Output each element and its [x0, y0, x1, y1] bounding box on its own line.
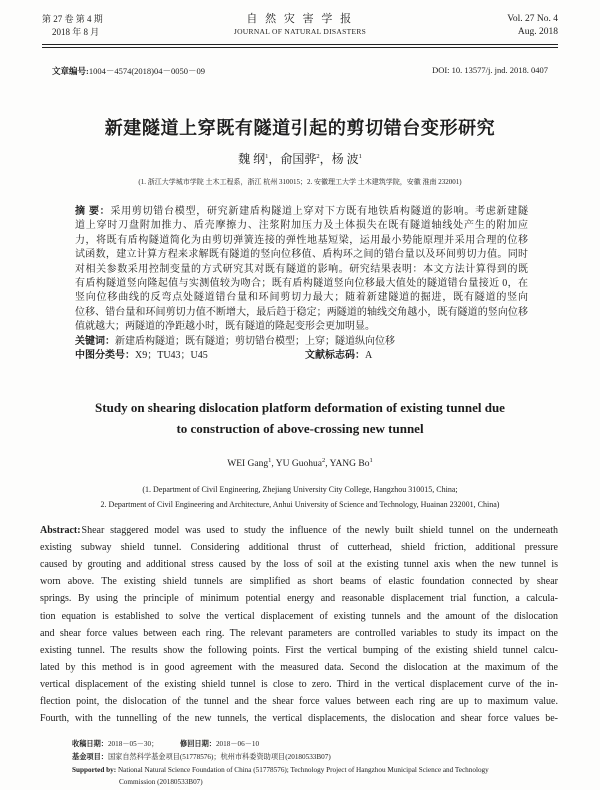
abstract-en-label: Abstract:: [40, 525, 81, 536]
abstract-en-line: flection point, the dislocation of the tunnel and the shear force values between each ring are up to maximum value.: [40, 696, 558, 707]
abstract-cn-line: 试函数，建立计算方程来求解既有隧道的竖向位移值、盾构环之间的错台量以及环间剪切力值。同时: [75, 249, 528, 261]
abstract-cn-label: 摘 要：: [75, 206, 111, 217]
author-separator: ,: [271, 459, 276, 469]
fund-project-text: 国家自然科学基金项目(51778576)；杭州市科委资助项目(20180533B07): [107, 753, 331, 761]
supported-by-continued: Commission (20180533B07): [119, 778, 203, 786]
abstract-cn-line: 有盾构隧道竖向隆起值与实测值较为吻合；既有盾构隧道竖向位移最大值处的隧道错台量接近 0，在: [75, 278, 528, 289]
author-affiliation-mark: 1: [358, 153, 362, 160]
keywords-cn-text: 新建盾构隧道；既有隧道；剪切错台模型；上穿；隧道纵向位移: [115, 335, 395, 347]
header-left: [42, 13, 103, 39]
abstract-cn-line: 竖向位移曲线的反弯点处隧道错台量和环间剪切力最大；随着新建隧道的掘进，既有隧道的竖向: [75, 292, 528, 304]
affiliation-cn: (1. 浙江大学城市学院 土木工程系，浙江 杭州 310015；2. 安徽理工大学 土木建筑学院，安徽 淮南 232001): [138, 178, 462, 186]
author-affiliation-mark: 1: [265, 153, 269, 160]
abstract-cn-line: [75, 205, 528, 219]
authors-cn: [0, 150, 600, 167]
fund-project: [72, 752, 331, 762]
header-right: [507, 13, 558, 39]
author-name: YANG Bo: [329, 459, 370, 469]
author-affiliation-mark: 1: [369, 456, 373, 464]
abstract-en-line: existing subway shield tunnel. Considering additional thrust of cutterhead, shield friction, additional pressure: [40, 542, 558, 554]
author-affiliation-mark: 2: [321, 456, 326, 464]
publication-date-en: Aug. 2018: [517, 27, 558, 37]
abstract-cn-text: 采用剪切错台模型，研究新建盾构隧道上穿对下方既有地铁盾构隧道的影响。考虑新建隧: [110, 206, 529, 217]
author-separator: ,: [325, 459, 330, 469]
abstract-en-line: existing tunnel. The results show the following points. First the vertical bumping of the existing shield tunnel calcu-: [40, 644, 558, 656]
received-date-label: 收稿日期：: [72, 740, 108, 748]
document-code: [305, 349, 372, 363]
abstract-cn-line: 对相关参数采用控制变量的方式研究其对既有隧道的影响。研究结果表明：本文方法计算得到的既: [75, 263, 528, 275]
abstract-en-line: springs. By using the principle of minimum potential energy and reasonable displacement trial function, a calcula-: [40, 593, 558, 605]
doi: DOI: 10. 13577/j. jnd. 2018. 0407: [432, 65, 548, 75]
fund-project-label: 基金项目：: [72, 753, 108, 761]
article-number-value: 1004－4574(2018)04－0050－09: [88, 66, 206, 76]
page-title-cn: 新建隧道上穿既有隧道引起的剪切错台变形研究: [104, 118, 496, 138]
document-code-value: A: [365, 350, 373, 361]
abstract-cn-line: 力，将既有盾构隧道简化为由剪切弹簧连接的弹性地基短梁，运用最小势能原理并采用合理的位移: [75, 234, 528, 246]
abstract-cn-line: 位移、错台量和环间剪切力值不断增大，最后趋于稳定；两隧道的轴线交角越小，既有隧道的竖向位移: [75, 306, 528, 318]
abstract-en-line: vertical displacement of the existing shield tunnel is close to zero. Third in the vertical displacement curve of the in-: [40, 678, 558, 690]
revised-date-label: 修回日期：: [180, 740, 216, 748]
journal-name-cn: 自 然 灾 害 学 报: [246, 13, 354, 25]
affiliation-en-line: 2. Department of Civil Engineering and Architecture, Anhui University of Science and Technology, Huainan 232001, China): [100, 500, 500, 509]
volume-issue-cn: 第 27 卷 第 4 期: [42, 14, 103, 24]
abstract-cn-line: 值就越大；两隧道的净距越小时，既有隧道的隆起变形会更加明显。: [75, 321, 375, 333]
journal-name-en: JOURNAL OF NATURAL DISASTERS: [233, 27, 367, 36]
author-separator: ，: [268, 152, 281, 166]
supported-by-text: National Natural Science Foundation of China (51778576); Technology Project of Hangzhou Municipal Science and Technology: [117, 766, 489, 774]
abstract-en-line: lated by this method is in good agreement with the measured data. Second the dislocation at the maximum of the: [40, 661, 558, 673]
supported-by-label: Supported by:: [72, 766, 117, 774]
article-number-label: 文章编号:: [52, 66, 89, 76]
abstract-en-text: Shear staggered model was used to study the influence of the newly built shield tunnel on the underneath: [81, 525, 558, 536]
abstract-en-line: worn above. The existing shield tunnels are simplified as short beams of elastic foundation connected by shear: [40, 576, 558, 588]
author-name: YU Guohua: [275, 459, 322, 469]
abstract-en-line: [40, 524, 558, 538]
revised-date: [180, 739, 259, 749]
revised-date-value: 2018－06－10: [215, 740, 260, 748]
clc-number: [75, 349, 208, 363]
author-name: 俞国骅: [280, 152, 317, 166]
clc-value: X9；TU43；U45: [135, 350, 208, 361]
author-affiliation-mark: 1: [268, 456, 272, 464]
abstract-en-line: Fourth, with the tunnelling of the new tunnels, the vertical displacements, the dislocation and shear force values be-: [40, 713, 558, 725]
abstract-en-line: caused by grouting and additional stress caused by the loss of soil at the existing tunnel axis when the new tunnel is: [40, 559, 558, 571]
page-title-en-line: to construction of above-crossing new tunnel: [176, 421, 424, 436]
clc-label: 中图分类号：: [75, 350, 135, 361]
header-center: [180, 12, 420, 38]
supported-by: [72, 765, 489, 775]
author-name: 杨 波: [331, 152, 359, 166]
volume-issue-en: Vol. 27 No. 4: [507, 14, 558, 24]
author-affiliation-mark: 2: [316, 153, 320, 160]
author-name: WEI Gang: [227, 459, 269, 469]
abstract-en-line: tion equation is established to solve the vertical displacement of existing tunnels and the amount of the dislocation: [40, 610, 558, 622]
publication-date-cn: 2018 年 8 月: [52, 27, 100, 37]
abstract-cn-line: 道上穿时刀盘附加推力、盾壳摩擦力、注浆附加压力及土体损失在既有隧道轴线处产生的附加应: [75, 220, 528, 232]
received-date: [72, 739, 158, 749]
page-title-en-line: Study on shearing dislocation platform deformation of existing tunnel due: [95, 400, 505, 415]
received-date-value: 2018－05－30；: [107, 740, 159, 748]
authors-en: [0, 456, 600, 469]
keywords-cn-label: 关键词：: [75, 335, 115, 347]
affiliation-en-line: (1. Department of Civil Engineering, Zhejiang University City College, Hangzhou 310015, China;: [142, 485, 458, 494]
article-number: [52, 65, 205, 77]
document-code-label: 文献标志码：: [305, 350, 365, 361]
keywords-cn: [75, 335, 528, 349]
author-separator: ，: [319, 152, 332, 166]
author-name: 魏 纲: [238, 152, 266, 166]
abstract-en-line: and shear force values between each ring. The relevant parameters are controlled variables to study its impact on the: [40, 627, 558, 639]
header-double-rule: [42, 44, 558, 48]
